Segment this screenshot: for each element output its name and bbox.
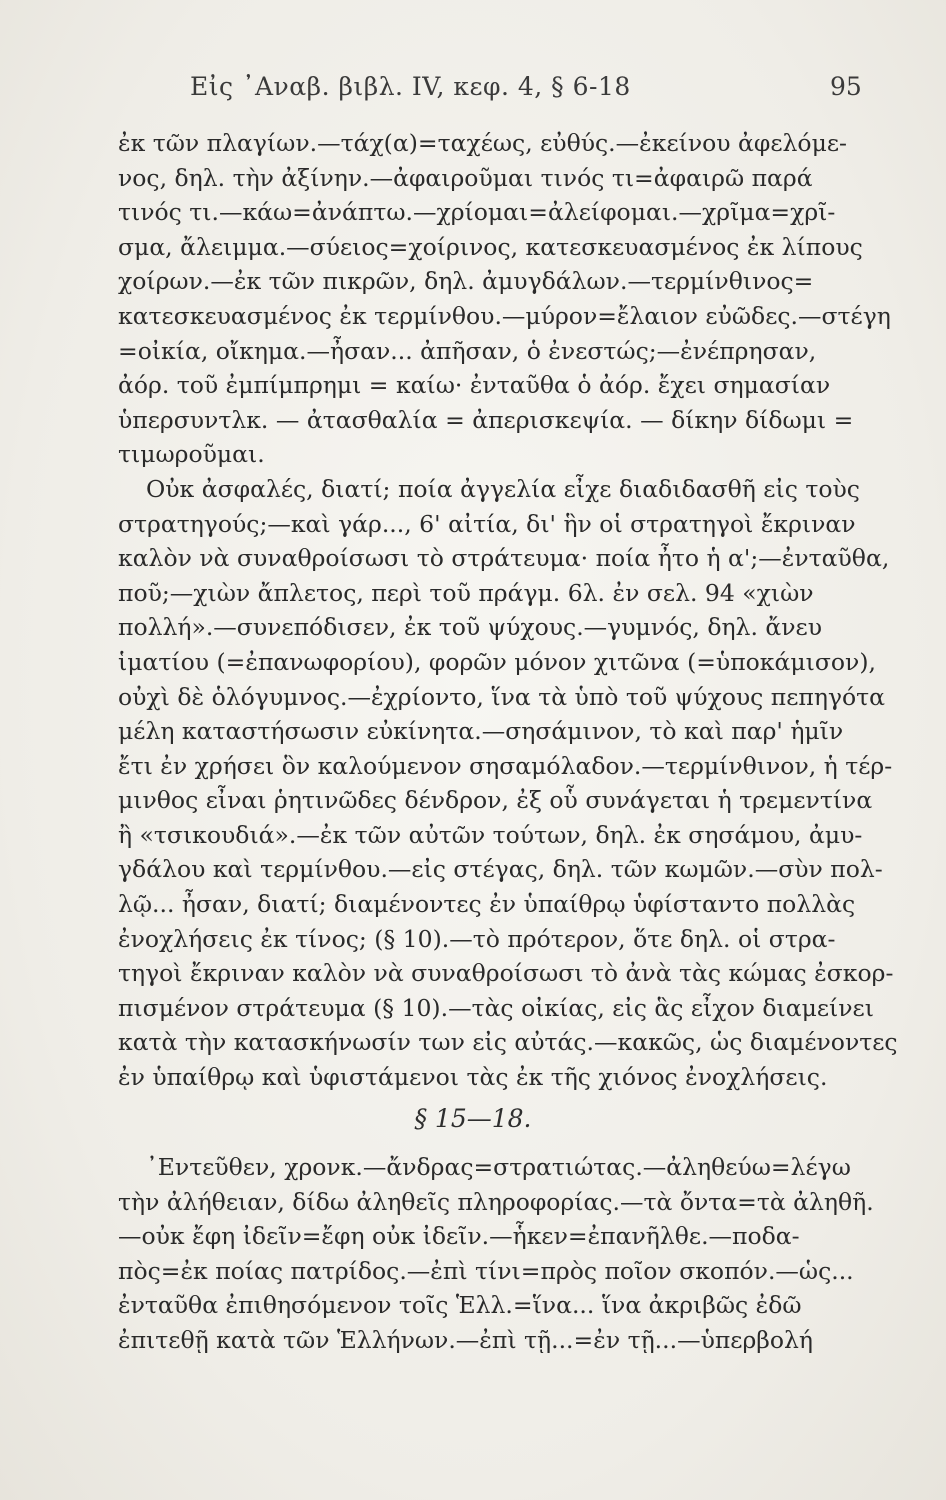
commentary-text-section-2 — [118, 1150, 874, 1358]
text-line: ἐνταῦθα ἐπιθησόμενον τοῖς Ἑλλ.=ἵνα... ἵνα ἀκριβῶς ἐδῶ — [118, 1291, 802, 1320]
text-line: μέλη καταστήσωσιν εὐκίνητα.—σησάμινον, τὸ καὶ παρ' ἡμῖν — [118, 717, 844, 746]
text-line: ὑπερσυντλκ. — ἀτασθαλία = ἀπερισκεψία. — δίκην δίδωμι = — [118, 405, 854, 434]
text-line: πισμένον στράτευμα (§ 10).—τὰς οἰκίας, εἰς ἃς εἶχον διαμείνει — [118, 993, 874, 1022]
text-line: τηγοὶ ἔκριναν καλὸν νὰ συναθροίσωσι τὸ ἀνὰ τὰς κώμας ἐσκορ- — [118, 959, 894, 988]
text-line: πὸς=ἐκ ποίας πατρίδος.—ἐπὶ τίνι=πρὸς ποῖον σκοπόν.—ὡς... — [118, 1256, 854, 1285]
text-line: ἐνοχλήσεις ἐκ τίνος; (§ 10).—τὸ πρότερον, ὅτε δηλ. οἱ στρα- — [118, 924, 836, 953]
text-line: ἔτι ἐν χρήσει ὃν καλούμενον σησαμόλαδον.—τερμίνθινον, ἡ τέρ- — [118, 751, 893, 780]
text-line: στρατηγούς;—καὶ γάρ..., 6' αἰτία, δι' ἣν οἱ στρατηγοὶ ἔκριναν — [118, 509, 856, 538]
text-line: ἐκ τῶν πλαγίων.—τάχ(α)=ταχέως, εὐθύς.—ἐκείνου ἀφελόμε- — [118, 129, 847, 157]
running-header — [150, 72, 770, 112]
text-line: ᾿Εντεῦθεν, χρονκ.—ἄνδρας=στρατιώτας.—ἀληθεύω=λέγω — [146, 1153, 851, 1181]
text-line: ἢ «τσικουδιά».—ἐκ τῶν αὐτῶν τούτων, δηλ. ἐκ σησάμου, ἀμυ- — [118, 820, 863, 849]
section-heading: § 15—18. — [414, 1104, 532, 1133]
text-line: νος, δηλ. τὴν ἀξίνην.—ἀφαιροῦμαι τινός τι=ἀφαιρῶ παρά — [118, 163, 813, 192]
text-line: τινός τι.—κάω=ἀνάπτω.—χρίομαι=ἀλείφομαι.—χρῖμα=χρῖ- — [118, 198, 836, 227]
text-line: ἀόρ. τοῦ ἐμπίμπρημι = καίω· ἐνταῦθα ὁ ἀόρ. ἔχει σημασίαν — [118, 371, 831, 400]
text-line: οὐχὶ δὲ ὁλόγυμνος.—ἐχρίοντο, ἵνα τὰ ὑπὸ τοῦ ψύχους πεπηγότα — [118, 682, 886, 711]
text-line: πολλή».—συνεπόδισεν, ἐκ τοῦ ψύχους.—γυμνός, δηλ. ἄνευ — [118, 613, 823, 642]
text-line: —οὐκ ἔφη ἰδεῖν=ἔφη οὐκ ἰδεῖν.—ἧκεν=ἐπανῆλθε.—ποδα- — [118, 1222, 800, 1251]
text-line: =οἰκία, οἴκημα.—ἦσαν... ἀπῆσαν, ὁ ἐνεστώς;—ἐνέπρησαν, — [118, 336, 817, 365]
text-line: ἐπιτεθῇ κατὰ τῶν Ἑλλήνων.—ἐπὶ τῇ...=ἐν τῇ...—ὑπερβολή — [118, 1325, 814, 1354]
text-line: χοίρων.—ἐκ τῶν πικρῶν, δηλ. ἀμυγδάλων.—τερμίνθινος= — [118, 267, 814, 296]
page-number: 95 — [830, 72, 862, 101]
text-line: μινθος εἶναι ῥητινῶδες δένδρον, ἐξ οὗ συνάγεται ἡ τρεμεντίνα — [118, 786, 873, 815]
text-line: ἱματίου (=ἐπανωφορίου), φορῶν μόνον χιτῶνα (=ὑποκάμισον), — [118, 647, 876, 676]
text-line: τὴν ἀλήθειαν, δίδω ἀληθεῖς πληροφορίας.—τὰ ὄντα=τὰ ἀληθῆ. — [118, 1187, 874, 1216]
text-line: ἐν ὑπαίθρῳ καὶ ὑφιστάμενοι τὰς ἐκ τῆς χιόνος ἐνοχλήσεις. — [118, 1063, 828, 1092]
text-line: κατὰ τὴν κατασκήνωσίν των εἰς αὐτάς.—κακῶς, ὡς διαμένοντες — [118, 1028, 898, 1057]
text-line: καλὸν νὰ συναθροίσωσι τὸ στράτευμα· ποία ἦτο ἡ α';—ἐνταῦθα, — [118, 544, 890, 573]
commentary-text — [118, 126, 898, 1095]
text-line: λῷ... ἦσαν, διατί; διαμένοντες ἐν ὑπαίθρῳ ὑφίσταντο πολλὰς — [118, 890, 856, 919]
text-line: τιμωροῦμαι. — [118, 440, 265, 469]
text-line: ποῦ;—χιὼν ἄπλετος, περὶ τοῦ πράγμ. 6λ. ἐν σελ. 94 «χιὼν — [118, 578, 814, 607]
text-line: σμα, ἄλειμμα.—σύειος=χοίρινος, κατεσκευασμένος ἐκ λίπους — [118, 232, 863, 261]
running-header-title: Εἰς ᾿Αναβ. βιβλ. IV, κεφ. 4, § 6-18 — [190, 72, 631, 101]
text-line: κατεσκευασμένος ἐκ τερμίνθου.—μύρον=ἔλαιον εὐῶδες.—στέγη — [118, 301, 891, 330]
text-line: γδάλου καὶ τερμίνθου.—εἰς στέγας, δηλ. τῶν κωμῶν.—σὺν πολ- — [118, 855, 883, 884]
text-line: Οὐκ ἀσφαλές, διατί; ποία ἀγγελία εἶχε διαδιδασθῆ εἰς τοὺς — [146, 474, 860, 503]
